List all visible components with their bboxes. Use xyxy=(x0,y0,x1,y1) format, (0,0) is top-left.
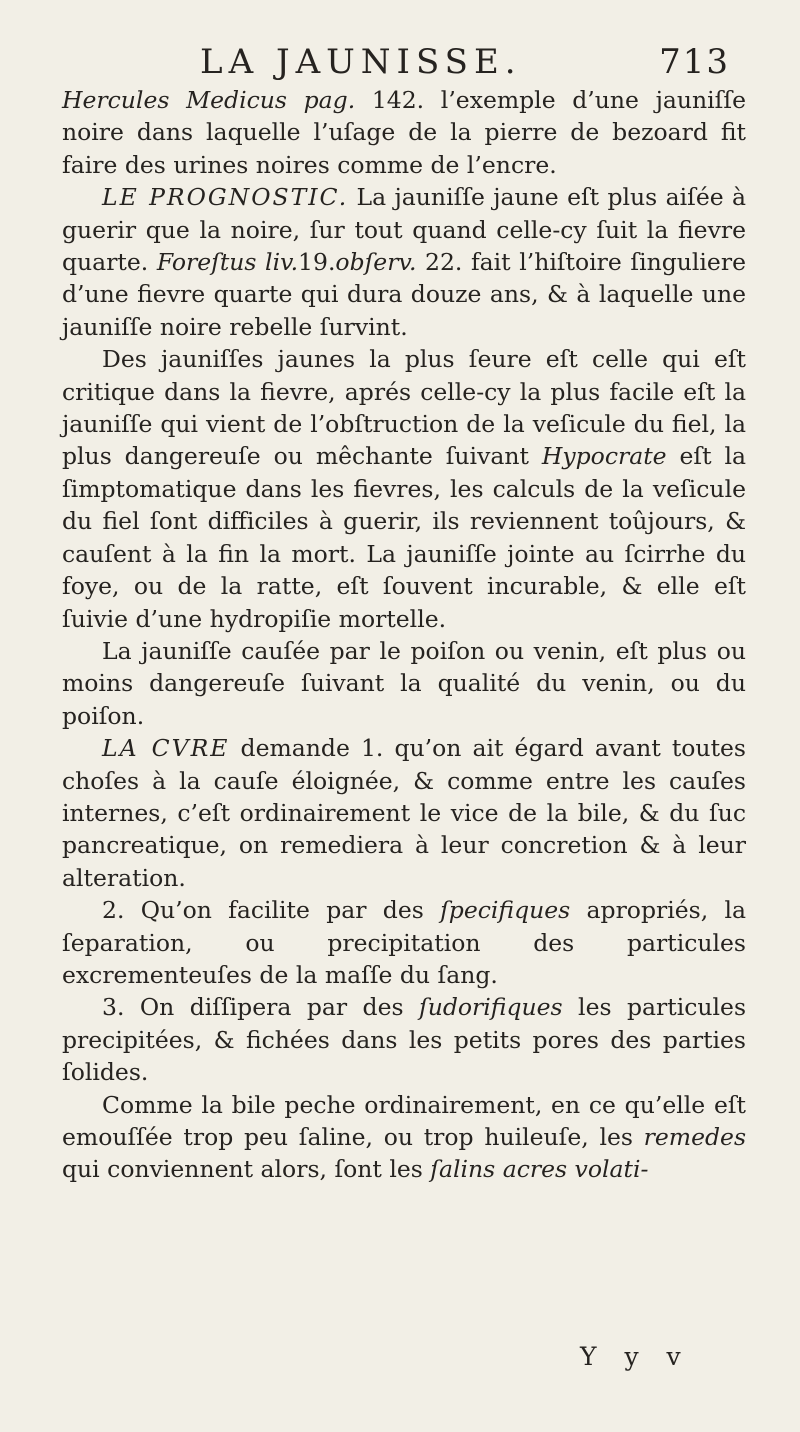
page-number: 713 xyxy=(659,42,730,82)
section-heading: LA CVRE xyxy=(102,734,230,763)
section-heading: LE PROGNOSTIC. xyxy=(102,183,349,212)
text-run: La jauniſſe jaune eſt plus aiſée à guerir que la noire, ſur tout quand celle-cy ſuit la fievre quarte. xyxy=(62,183,746,277)
text-run: Comme la bile peche ordinairement, en ce qu’elle eſt emouſſée trop peu ſaline, ou trop huileuſe, les xyxy=(62,1090,746,1151)
text-run: les particules precipitées, & fichées dans les petits pores des parties ſolides. xyxy=(62,993,747,1087)
text-run: demande 1. qu’on ait égard avant toutes choſes à la cauſe éloignée, & comme entre les cauſes internes, c’eſt ordinairement le vice de la bile, & du ſuc pancreatique, on remediera à leur concretion & à leur alteration. xyxy=(62,734,746,892)
paragraph xyxy=(62,343,746,635)
text-run: 2. Qu’on facilite par des xyxy=(102,896,441,925)
body-text xyxy=(62,84,746,1186)
italic-run: remedes xyxy=(643,1123,746,1151)
text-run: 142. l’exemple d’une jauniſſe noire dans laquelle l’uſage de la pierre de bezoard fit faire des urines noires comme de l’encre. xyxy=(62,86,746,179)
running-title: LA JAUNISSE. xyxy=(200,42,522,82)
text-run: Des jauniſſes jaunes la plus ſeure eſt celle qui eſt critique dans la fievre, aprés celle-cy la plus facile eſt la jauniſſe qui vient de l’obſtruction de la veſicule du fiel, la plus dangereuſe ou mêchante ſuivant xyxy=(62,345,746,471)
text-run: 22. fait l’hiſtoire ſinguliere d’une fievre quarte qui dura douze ans, & à laquelle une jauniſſe noire rebelle ſurvint. xyxy=(62,248,746,341)
text-run: La jauniſſe cauſée par le poiſon ou venin, eſt plus ou moins dangereuſe ſuivant la qualité du venin, ou du poiſon. xyxy=(62,636,746,730)
text-run: qui conviennent alors, ſont les xyxy=(62,1155,431,1184)
italic-run: ſpecifiques xyxy=(440,896,571,925)
italic-run: ſudorifiques xyxy=(419,993,563,1022)
italic-run: Hypocrate xyxy=(541,442,667,471)
italic-run: Foreſtus liv. xyxy=(156,248,299,277)
paragraph xyxy=(62,894,746,991)
paragraph xyxy=(62,635,746,732)
text-run: 3. On diſſipera par des xyxy=(102,993,420,1022)
paragraph xyxy=(62,84,746,181)
italic-run: ſalins acres volati- xyxy=(430,1155,649,1184)
paragraph xyxy=(62,1089,746,1186)
paragraph xyxy=(62,732,746,894)
paragraph xyxy=(62,181,746,343)
text-run: eſt la ſimptomatique dans les fievres, les calculs de la veſicule du fiel ſont difficiles à guerir, ils reviennent toûjours, & cauſent à la fin la mort. La jauniſſe jointe au ſcirrhe du foye, ou de la ratte, eſt ſouvent incurable, & elle eſt ſuivie d’une hydropiſie mortelle. xyxy=(62,442,746,633)
text-run: 19. xyxy=(298,248,336,277)
paragraph xyxy=(62,991,746,1088)
signature-mark: Y y v xyxy=(580,1342,691,1371)
text-run: apropriés, la ſeparation, ou precipitation des particules excrementeuſes de la maſſe du ſang. xyxy=(62,896,746,989)
italic-run: Hercules Medicus pag. xyxy=(62,86,356,114)
italic-run: obſerv. xyxy=(335,248,417,277)
